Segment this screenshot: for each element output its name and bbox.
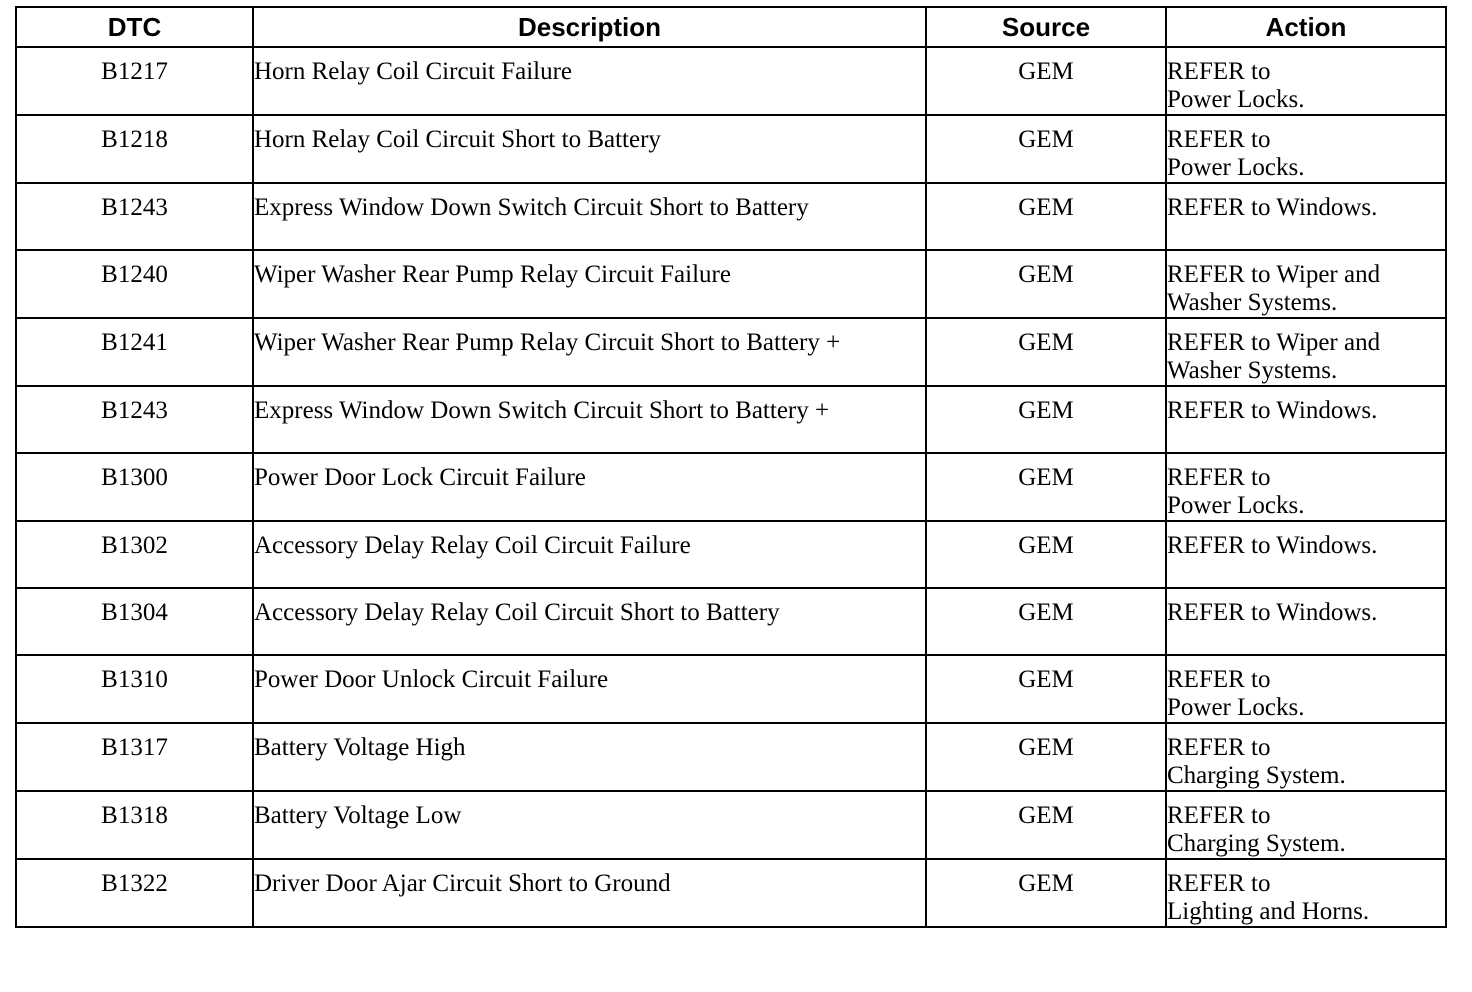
dtc-action: [1166, 859, 1446, 927]
action-line-2: Power Locks.: [1167, 492, 1305, 519]
dtc-code: B1304: [16, 588, 253, 655]
dtc-description: Battery Voltage High: [253, 723, 926, 791]
table-row: [16, 588, 1446, 655]
table-row: [16, 318, 1446, 386]
action-line-2: Power Locks.: [1167, 86, 1305, 113]
dtc-code: B1322: [16, 859, 253, 927]
table-row: [16, 859, 1446, 927]
action-line-2: Power Locks.: [1167, 694, 1305, 721]
dtc-code: B1310: [16, 655, 253, 723]
dtc-action: [1166, 453, 1446, 521]
dtc-code: B1318: [16, 791, 253, 859]
dtc-action: [1166, 521, 1446, 588]
table-row: [16, 655, 1446, 723]
action-line-1: REFER to: [1167, 870, 1271, 897]
dtc-code: B1241: [16, 318, 253, 386]
dtc-action: [1166, 47, 1446, 115]
dtc-source: GEM: [926, 250, 1166, 318]
table-row: [16, 386, 1446, 453]
dtc-source: GEM: [926, 655, 1166, 723]
dtc-table: [15, 6, 1447, 928]
action-line-1: REFER to: [1167, 126, 1271, 153]
dtc-code: B1300: [16, 453, 253, 521]
dtc-code: B1243: [16, 183, 253, 250]
dtc-description: Wiper Washer Rear Pump Relay Circuit Short to Battery +: [253, 318, 926, 386]
dtc-source: GEM: [926, 453, 1166, 521]
table-row: [16, 183, 1446, 250]
dtc-action: [1166, 386, 1446, 453]
table-row: [16, 521, 1446, 588]
action-line-1: REFER to: [1167, 734, 1271, 761]
dtc-action: [1166, 250, 1446, 318]
action-line-1: REFER to Windows.: [1167, 194, 1378, 221]
dtc-description: Power Door Lock Circuit Failure: [253, 453, 926, 521]
dtc-action: [1166, 791, 1446, 859]
dtc-source: GEM: [926, 183, 1166, 250]
action-line-1: REFER to Wiper and: [1167, 329, 1381, 356]
dtc-source: GEM: [926, 588, 1166, 655]
dtc-code: B1218: [16, 115, 253, 183]
dtc-description: Power Door Unlock Circuit Failure: [253, 655, 926, 723]
dtc-action: [1166, 183, 1446, 250]
table-row: [16, 791, 1446, 859]
table-header-row: [16, 7, 1446, 47]
action-line-2: Washer Systems.: [1167, 357, 1338, 384]
header-description: Description: [253, 7, 926, 47]
dtc-description: Driver Door Ajar Circuit Short to Ground: [253, 859, 926, 927]
action-line-2: Power Locks.: [1167, 154, 1305, 181]
action-line-1: REFER to: [1167, 58, 1271, 85]
action-line-2: Lighting and Horns.: [1167, 898, 1370, 925]
dtc-code: B1302: [16, 521, 253, 588]
dtc-action: [1166, 115, 1446, 183]
dtc-action: [1166, 318, 1446, 386]
table-row: [16, 47, 1446, 115]
dtc-action: [1166, 655, 1446, 723]
dtc-source: GEM: [926, 386, 1166, 453]
action-line-2: Charging System.: [1167, 830, 1346, 857]
dtc-description: Accessory Delay Relay Coil Circuit Short to Battery: [253, 588, 926, 655]
dtc-source: GEM: [926, 521, 1166, 588]
table-row: [16, 723, 1446, 791]
dtc-source: GEM: [926, 791, 1166, 859]
dtc-code: B1243: [16, 386, 253, 453]
table-row: [16, 250, 1446, 318]
dtc-description: Accessory Delay Relay Coil Circuit Failure: [253, 521, 926, 588]
action-line-2: Washer Systems.: [1167, 289, 1338, 316]
header-dtc: DTC: [16, 7, 253, 47]
dtc-description: Express Window Down Switch Circuit Short to Battery +: [253, 386, 926, 453]
header-action: Action: [1166, 7, 1446, 47]
dtc-code: B1217: [16, 47, 253, 115]
action-line-1: REFER to: [1167, 802, 1271, 829]
dtc-description: Battery Voltage Low: [253, 791, 926, 859]
action-line-2: Charging System.: [1167, 762, 1346, 789]
dtc-action: [1166, 723, 1446, 791]
action-line-1: REFER to: [1167, 464, 1271, 491]
dtc-description: Horn Relay Coil Circuit Short to Battery: [253, 115, 926, 183]
dtc-source: GEM: [926, 47, 1166, 115]
action-line-1: REFER to Windows.: [1167, 599, 1378, 626]
table-row: [16, 453, 1446, 521]
dtc-source: GEM: [926, 115, 1166, 183]
dtc-description: Horn Relay Coil Circuit Failure: [253, 47, 926, 115]
dtc-code: B1240: [16, 250, 253, 318]
header-source: Source: [926, 7, 1166, 47]
action-line-1: REFER to: [1167, 666, 1271, 693]
action-line-1: REFER to Windows.: [1167, 532, 1378, 559]
table-row: [16, 115, 1446, 183]
dtc-description: Express Window Down Switch Circuit Short to Battery: [253, 183, 926, 250]
dtc-action: [1166, 588, 1446, 655]
action-line-1: REFER to Wiper and: [1167, 261, 1381, 288]
action-line-1: REFER to Windows.: [1167, 397, 1378, 424]
dtc-source: GEM: [926, 723, 1166, 791]
dtc-source: GEM: [926, 318, 1166, 386]
dtc-source: GEM: [926, 859, 1166, 927]
dtc-code: B1317: [16, 723, 253, 791]
dtc-description: Wiper Washer Rear Pump Relay Circuit Failure: [253, 250, 926, 318]
